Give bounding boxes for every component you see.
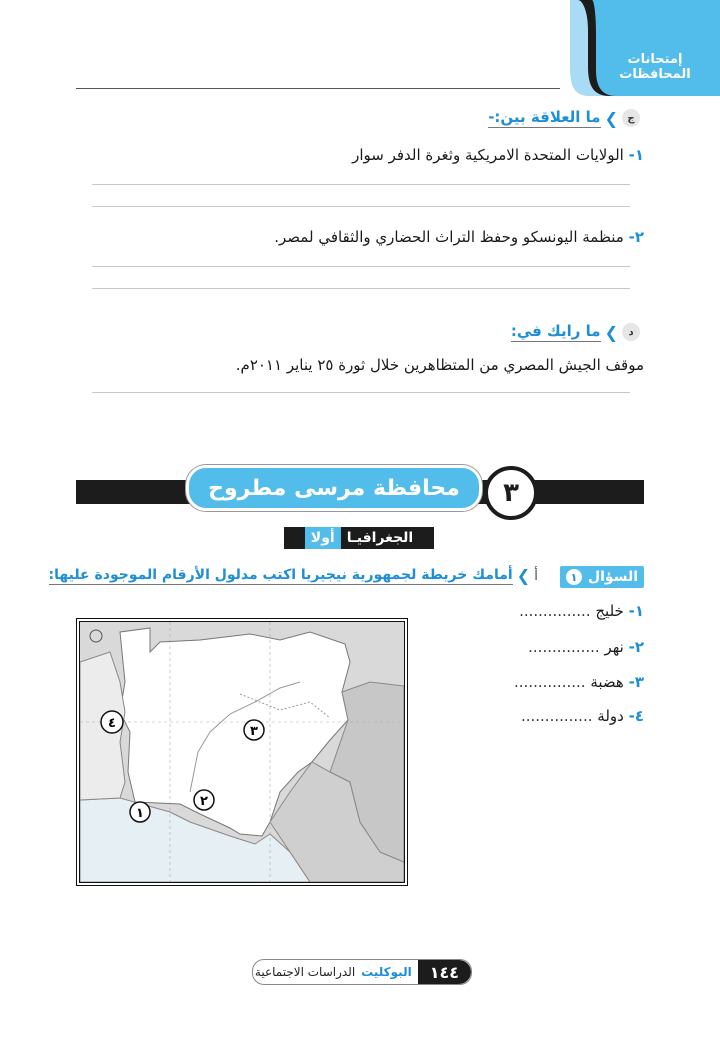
map-marker-1 [130,802,150,822]
answer-line [92,288,630,289]
item-number: ٣- [628,673,644,691]
corner-tab-line1: إمتحانات [627,52,683,67]
subject-tag-first: أولا [305,527,341,549]
nigeria-map [76,618,408,886]
item-text: منظمة اليونسكو وحفظ التراث الحضاري والثقافي لمصر. [274,228,624,246]
question-sub-letter: أ [534,567,538,584]
map-marker-4 [101,711,123,733]
page-footer [252,959,472,985]
corner-tab-label [600,52,710,82]
subject-tag [284,527,434,549]
footer-brand: البوكليت [361,965,412,979]
question-label-text: السؤال [587,569,638,585]
map-item-1 [519,602,644,620]
question-label [560,566,644,588]
answer-line [92,392,630,393]
answer-line [92,184,630,185]
answer-line [92,206,630,207]
svg-text:٢: ٢ [200,794,208,809]
item-text: هضبة [590,673,624,691]
section-d-letter: د [622,323,640,341]
section-c-item-2 [274,228,644,246]
governorate-title: محافظة مرسى مطروح [186,465,482,511]
subject-tag-label: الجغرافيـا [346,530,414,546]
item-text: نهر [604,638,624,656]
section-d-title: ما رايك في: [510,322,601,340]
answer-line [92,266,630,267]
map-item-3 [514,673,644,691]
question-sub [49,566,538,585]
answer-dots: ............... [520,707,593,725]
answer-dots: ............... [528,638,600,656]
corner-tab-line2: المحافظات [619,67,691,82]
header-rule [76,88,560,89]
question-text: أمامك خريطة لجمهورية نيجيريا اكتب مدلول الأرقام الموجودة عليها: [48,566,513,583]
section-c-heading [488,108,640,128]
svg-text:٤: ٤ [108,716,116,731]
section-d-heading [511,322,640,342]
map-item-4 [521,707,644,725]
section-d-text: موقف الجيش المصري من المتظاهرين خلال ثورة ٢٥ يناير ٢٠١١م. [235,356,644,374]
chevron-left-icon: ❯ [604,322,618,342]
map-item-2 [528,638,644,656]
section-c-item-1 [352,146,644,164]
answer-dots: ............... [514,673,586,691]
item-number: ٤- [628,707,644,725]
svg-text:٣: ٣ [250,724,258,739]
item-text: خليج [595,602,624,620]
item-number: ١- [628,602,644,620]
item-number: ٢- [628,638,644,656]
map-marker-3 [244,720,264,740]
answer-dots: ............... [519,602,591,620]
item-text: الولايات المتحدة الامريكية وثغرة الدفر سوار [352,146,624,164]
map-marker-2 [194,790,214,810]
section-c-title: ما العلاقة بين:- [488,108,601,126]
section-c-letter: ج [622,109,640,127]
chevron-left-icon: ❯ [604,108,618,128]
chevron-left-icon: ❯ [516,566,531,585]
item-number: ١- [628,146,644,164]
item-number: ٢- [628,228,644,246]
item-text: دولة [597,707,624,725]
governorate-number: ٣ [484,466,538,520]
question-number: ١ [566,569,582,585]
svg-text:١: ١ [136,806,144,821]
page-number: ١٤٤ [418,960,471,984]
nigeria-map-drawing [80,622,404,882]
footer-subject: الدراسات الاجتماعية [254,965,356,979]
